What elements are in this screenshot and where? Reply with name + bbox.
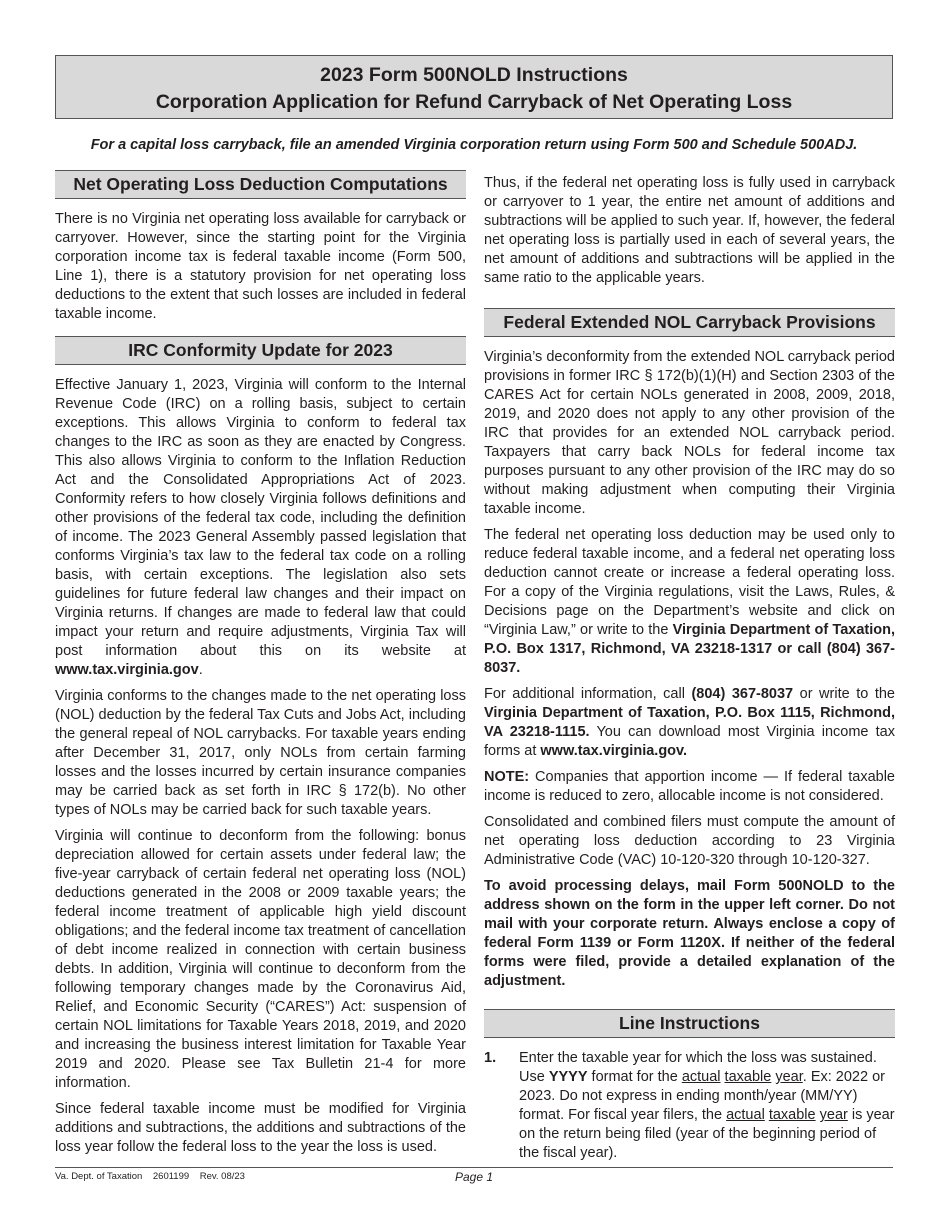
page-number: Page 1 [455, 1170, 494, 1184]
subtitle: For a capital loss carryback, file an amended Virginia corporation return using Form 500 and Schedule 500ADJ. [90, 137, 858, 153]
irc-paragraph-4: Since federal taxable income must be modified for Virginia additions and subtractions, the additions and subtractions of the loss year follow the federal loss to the year the loss is used. [55, 1101, 466, 1155]
irc-p1-text: Effective January 1, 2023, Virginia will conform to the Internal Revenue Code (IRC) on a rolling basis, subject to certain exceptions. This allows Virginia to conform to federal tax changes to the IRC as soon as they are enacted by Congress. This also allows Virginia to conform to the Inflation Reduction Act and the Consolidated Appropriations Act of 2023. Conformity refers to how closely Virginia follows definitions and other provisions of the federal tax code, including the definition of income. The 2023 General Assembly passed legislation that conforms Virginia’s tax law to the federal tax code on a rolling basis, with certain exceptions. The legislation also sets guidelines for future federal law changes and their impact on Virginia returns. If changes are made to federal law that could impact your return and require adjustments, Virginia Tax will post information about this on its website at [55, 377, 466, 659]
federal-p3-a: For additional information, call [484, 686, 692, 702]
federal-p3-b: or write to the [793, 686, 895, 702]
irc-paragraph-1 [55, 376, 466, 680]
item1-u2: taxable [724, 1069, 772, 1085]
federal-paragraph-3 [484, 685, 895, 761]
item1-u3: year [775, 1069, 803, 1085]
heading-irc: IRC Conformity Update for 2023 [55, 336, 466, 365]
regulations-address: Virginia Department of Taxation, P.O. Box 1317, Richmond, VA 23218-1317 or call (804) 367-8037. [484, 622, 895, 676]
right-column [484, 174, 895, 1163]
irc-paragraph-2: Virginia conforms to the changes made to the net operating loss (NOL) deduction by the federal Tax Cuts and Jobs Act, including the general repeal of NOL carrybacks. For taxable years ending after December 31, 2017, only NOLs from certain farming losses and the losses incurred by certain insurance companies may be carried back as set forth in IRC § 172(b). No other types of NOLs may be carried back for such taxable years. [55, 688, 466, 818]
line-instruction-1 [484, 1049, 895, 1163]
irc-paragraph-3: Virginia will continue to deconform from the following: bonus depreciation allowed for certain assets under federal law; the five-year carryback of certain federal net operating loss (NOL) deductions generated in the 2008 or 2009 taxable years; the federal income treatment of applicable high yield discount obligations; and the federal income tax treatment of cancellation of debt income realized in connection with certain business debts. In addition, Virginia will continue to deconform from the following temporary changes made by the Coronavirus Aid, Relief, and Economic Security (“CARES”) Act: suspension of certain NOL limitations for Taxable Years 2018, 2019, and 2020 and increasing the business interest limitation for Taxable Year 2019 and 2020. Please see Tax Bulletin 21-4 for more information. [55, 828, 466, 1091]
footer-form-id: Va. Dept. of Taxation 2601199 Rev. 08/23 [55, 1171, 245, 1182]
federal-p2-text: The federal net operating loss deduction may be used only to reduce federal taxable income, and a federal net operating loss deduction cannot create or increase a federal operating loss. For a copy of the Virginia regulations, visit the Laws, Rules, & Decisions page on the Department’s website and click on “Virginia Law,” or write to the [484, 527, 895, 638]
item1-a: Enter the taxable year for which the loss was sustained. Use [519, 1050, 877, 1085]
note-text: Companies that apportion income — If federal taxable income is reduced to zero, allocable income is not considered. [484, 769, 895, 804]
item-number: 1. [484, 1050, 497, 1066]
note-label: NOTE: [484, 769, 530, 785]
item-text [519, 1049, 895, 1163]
federal-p3-c: You can download most Virginia income tax forms at [484, 724, 895, 759]
heading-line-instructions: Line Instructions [484, 1009, 895, 1038]
processing-paragraph: To avoid processing delays, mail Form 500NOLD to the address shown on the form in the upper left corner. Do not mail with your corporate return. Always enclose a copy of federal Form 1139 or Form 1120X. If neither of the federal forms were filed, provide a detailed explanation of the adjustment. [484, 878, 895, 989]
item1-u6: year [819, 1107, 848, 1123]
note-paragraph [484, 768, 895, 806]
title-line-1: 2023 Form 500NOLD Instructions [320, 64, 628, 86]
item1-b: format for the [587, 1069, 682, 1085]
carryover-paragraph: Thus, if the federal net operating loss is fully used in carryback or carryover to 1 year, the entire net amount of additions and subtractions will be applied to such year. If, however, the federal net operating loss is partially used in each of several years, the net amount of additions and subtractions will be applied in the same ratio to the applicable years. [484, 175, 895, 286]
website-link[interactable]: www.tax.virginia.gov [55, 662, 199, 678]
irc-p1-end: . [198, 662, 203, 678]
title-line-2: Corporation Application for Refund Carryback of Net Operating Loss [155, 91, 793, 113]
nol-paragraph: There is no Virginia net operating loss available for carryback or carryover. However, since the starting point for the Virginia corporation income tax is federal taxable income (Form 500, Line 1), there is a statutory provision for net operating loss deductions to the extent that such losses are included in federal taxable income. [55, 211, 466, 322]
item1-u5: taxable [768, 1107, 816, 1123]
item1-c: . Ex: 2022 or 2023. Do not express in ending month/year (MM/YY) format. For fiscal year filers, the [519, 1069, 885, 1123]
footer-rule [55, 1167, 893, 1168]
item1-u4: actual [726, 1107, 765, 1123]
heading-federal: Federal Extended NOL Carryback Provisions [484, 308, 895, 337]
title-box [55, 55, 893, 119]
forms-link[interactable]: www.tax.virginia.gov. [540, 743, 688, 759]
item1-format: YYYY [548, 1069, 588, 1085]
mailing-address: Virginia Department of Taxation, P.O. Box 1115, Richmond, VA 23218-1115. [484, 705, 895, 740]
left-column [55, 170, 466, 1157]
heading-nol: Net Operating Loss Deduction Computations [55, 170, 466, 199]
consolidated-paragraph: Consolidated and combined filers must compute the amount of net operating loss deduction according to 23 Virginia Administrative Code (VAC) 10-120-320 through 10-120-327. [484, 814, 895, 868]
phone-number: (804) 367-8037 [691, 686, 794, 702]
federal-paragraph-2 [484, 526, 895, 678]
federal-paragraph-1: Virginia’s deconformity from the extended NOL carryback period provisions in former IRC § 172(b)(1)(H) and Section 2303 of the CARES Act for certain NOLs generated in 2008, 2009, 2018, 2019, and 2020 does not apply to any other provision of the IRC that provides for an extended NOL carryback period. Taxpayers that carry back NOLs for federal income tax purposes pursuant to any other provision of the IRC may do so without making adjustment when computing their Virginia taxable income. [484, 349, 895, 517]
item1-d: is year on the return being filed (year of the beginning period of the fiscal year). [519, 1107, 895, 1161]
item1-u1: actual [681, 1069, 721, 1085]
